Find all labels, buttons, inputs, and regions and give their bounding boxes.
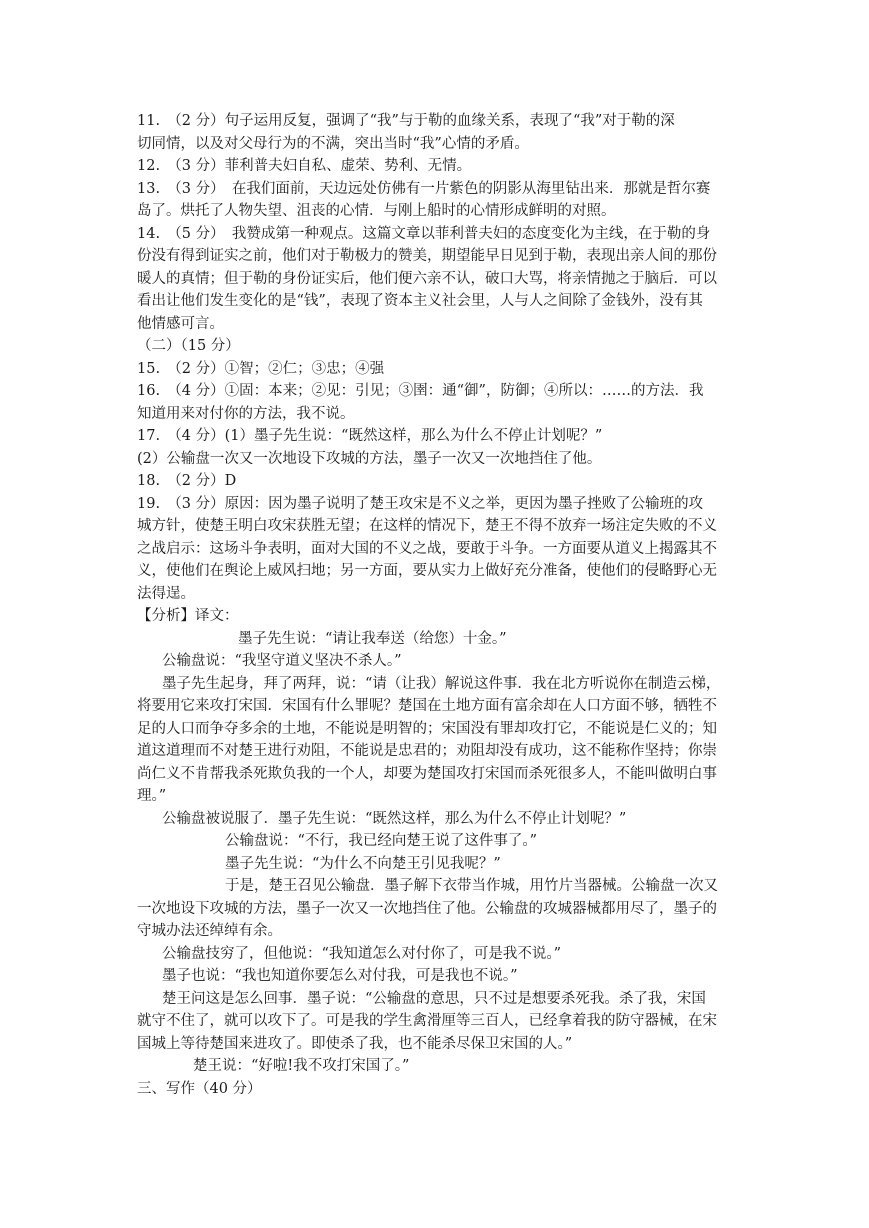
text-line: 三、写作（40 分） [137,1080,262,1097]
text-line: 岛了。烘托了人物失望、沮丧的心情．与刚上船时的心情形成鲜明的对照。 [137,203,616,219]
text-line: 国城上等待楚国来进攻了。即使杀了我，也不能杀尽保卫宋国的人。” [137,1035,573,1052]
text-line: 18. （2 分）D [137,473,237,489]
text-line: 看出让他们发生变化的是“钱”，表现了资本主义社会里，人与人之间除了金钱外，没有其 [137,293,703,309]
text-line: 墨子也说：“我也知道你要怎么对付我，可是我也不说。” [162,968,518,984]
text-line: 足的人口而争夺多余的土地，不能说是明智的；宋国没有罪却攻打它，不能说是仁义的；知 [137,720,717,737]
text-line: 之战启示：这场斗争表明，面对大国的不义之战，要敢于斗争。一方面要从道义上揭露其不 [137,540,717,557]
text-line: 知道用来对付你的方法，我不说。 [137,405,355,422]
text-line: 一次地设下攻城的方法，墨子一次又一次地挡住了他。公输盘的攻城器械都用尽了，墨子的 [137,900,717,917]
text-line: 16. （4 分）①固：本来；②见：引见；③圉：通“御”，防御；④所以：……的方法．我 [137,383,704,399]
text-line: 他情感可言。 [137,315,224,332]
text-line: 15. （2 分）①智；②仁；③忠；④强 [137,360,385,377]
text-line: 11. （2 分）句子运用反复，强调了“我”与于勒的血缘关系，表现了“我”对于勒的深 [137,113,675,129]
text-line: 理。” [137,788,167,804]
text-line: 公输盘说：“我坚守道义坚决不杀人。” [162,653,402,669]
text-line: 就守不住了，就可以攻下了。可是我的学生禽滑厘等三百人，已经拿着我的防守器械，在宋 [137,1013,717,1029]
text-line: 公输盘被说服了．墨子先生说：“既然这样，那么为什么不停止计划呢？” [162,810,627,827]
text-line: 公输盘技穷了，但他说：“我知道怎么对付你了，可是我不说。” [162,945,562,962]
text-line: 公输盘说：“不行，我已经向楚王说了这件事了。” [225,833,538,849]
text-line: 墨子先生起身，拜了两拜，说：“请（让我）解说这件事．我在北方听说你在制造云梯， [162,675,721,692]
text-line: （二）（15 分） [137,338,240,354]
text-line: 份没有得到证实之前，他们对于勒极力的赞美，期望能早日见到于勒，表现出亲人间的那份 [137,248,717,264]
text-line: 楚王说：“好啦!我不攻打宋国了。” [193,1058,410,1074]
text-line: 墨子先生说：“请让我奉送（给您）十金。” [238,630,507,647]
text-line: 19. （3 分）原因：因为墨子说明了楚王攻宋是不义之举，更因为墨子挫败了公输班的攻 [137,495,704,512]
text-line: 城方针，使楚王明白攻宋获胜无望；在这样的情况下，楚王不得不放弃一场注定失败的不义 [137,518,717,534]
text-line: 尚仁义不肯帮我杀死欺负我的一个人，却要为楚国攻打宋国而杀死很多人，不能叫做明白事 [137,765,717,782]
text-line: 于是，楚王召见公输盘．墨子解下衣带当作城，用竹片当器械。公输盘一次又 [225,878,718,894]
text-line: 17. （4 分）(1）墨子先生说：“既然这样，那么为什么不停止计划呢？” [137,428,603,444]
text-line: 守城办法还绰绰有余。 [137,923,282,939]
text-line: 12. （3 分）菲利普夫妇自私、虚荣、势利、无情。 [137,158,472,174]
text-line: 道这道理而不对楚王进行劝阻，不能说是忠君的；劝阻却没有成功，这不能称作坚持；你崇 [137,743,717,759]
text-line: 切同情，以及对父母行为的不满，突出当时“我”心情的矛盾。 [137,135,529,152]
text-line: 暖人的真情；但于勒的身份证实后，他们便六亲不认，破口大骂，将亲情抛之于脑后．可以 [137,270,717,287]
text-line: 楚王问这是怎么回事．墨子说：“公输盘的意思，只不过是想要杀死我。杀了我，宋国 [162,990,706,1007]
text-line: 将要用它来攻打宋国．宋国有什么罪呢？楚国在土地方面有富余却在人口方面不够，牺牲不 [137,698,717,714]
text-line: 法得逞。 [137,585,195,602]
text-line: (2）公输盘一次又一次地设下攻城的方法，墨子一次又一次地挡住了他。 [137,450,602,467]
text-line: 墨子先生说：“为什么不向楚王引见我呢？” [225,855,501,872]
text-line: 【分析】译文： [137,608,239,624]
text-line: 义，使他们在舆论上威风扫地；另一方面，要从实力上做好充分准备，使他们的侵略野心无 [137,563,717,579]
text-line: 14. （5 分） 我赞成第一种观点。这篇文章以菲利普夫妇的态度变化为主线，在于勒的身 [137,225,711,242]
text-line: 13. （3 分） 在我们面前，天边远处仿佛有一片紫色的阴影从海里钻出来．那就是哲尔赛 [137,180,711,197]
